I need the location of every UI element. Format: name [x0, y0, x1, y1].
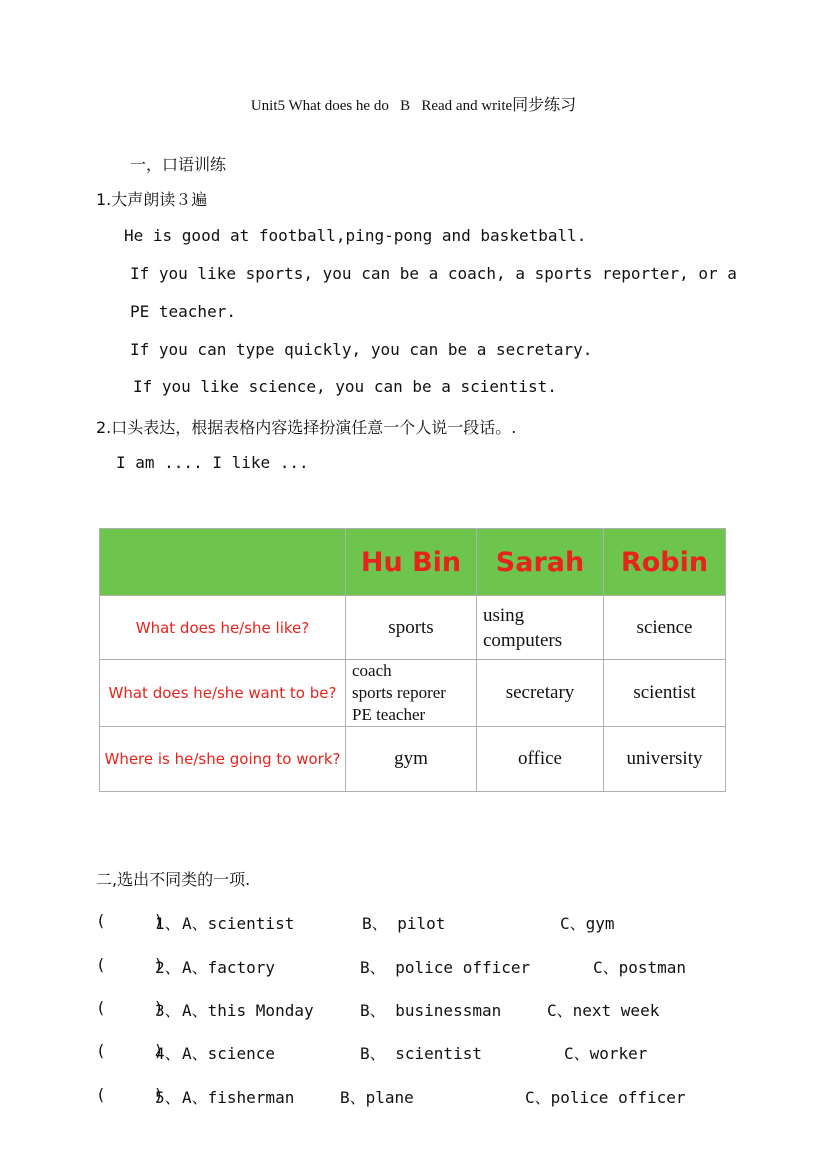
option-b: B、plane [340, 1088, 414, 1107]
item-number: 3、 [155, 1001, 181, 1020]
section1-heading: 一，口语训练 [130, 155, 227, 174]
cell-sarah: using computers [477, 596, 604, 660]
title-english: Unit5 What does he do B Read and write [250, 98, 513, 114]
option-a: A、fisherman [182, 1088, 295, 1107]
table-row [100, 660, 726, 727]
option-b: B、 police officer [360, 958, 531, 977]
cell-hu-bin: sports [346, 596, 477, 660]
option-a: A、factory [182, 958, 276, 977]
option-c: C、postman [593, 958, 687, 977]
question2-prompt: I am .... I like ... [116, 453, 309, 472]
cell-robin: scientist [604, 660, 726, 727]
reading-line-2: If you like sports, you can be a coach, a sports reporter, or a [130, 264, 737, 283]
answer-blank[interactable]: ( ) [96, 911, 164, 930]
row-question: Where is he/she going to work? [100, 727, 346, 792]
option-a: A、science [182, 1044, 276, 1063]
item-number: 5、 [155, 1088, 181, 1107]
reading-line-4: If you can type quickly, you can be a secretary. [130, 340, 593, 359]
item-number: 2、 [155, 958, 181, 977]
answer-blank[interactable]: ( ) [96, 955, 164, 974]
option-a: A、this Monday [182, 1001, 314, 1020]
option-c: C、police officer [525, 1088, 686, 1107]
option-c: C、next week [547, 1001, 660, 1020]
reading-line-3: PE teacher. [130, 302, 236, 321]
table-row [100, 727, 726, 792]
table-header-row [100, 529, 726, 596]
table-row [100, 596, 726, 660]
table-header-hu-bin: Hu Bin [346, 529, 477, 596]
table-header-sarah: Sarah [477, 529, 604, 596]
page-title [0, 92, 827, 115]
row-question: What does he/she want to be? [100, 660, 346, 727]
cell-sarah: secretary [477, 660, 604, 727]
cell-robin: university [604, 727, 726, 792]
cell-sarah: office [477, 727, 604, 792]
cell-robin: science [604, 596, 726, 660]
row-question: What does he/she like? [100, 596, 346, 660]
option-b: B、 pilot [362, 914, 446, 933]
cell-hu-bin: gym [346, 727, 477, 792]
answer-blank[interactable]: ( ) [96, 1041, 164, 1060]
info-table [99, 528, 726, 792]
title-chinese: 同步练习 [512, 95, 577, 114]
item-number: 1、 [155, 914, 181, 933]
item-number: 4、 [155, 1044, 181, 1063]
option-b: B、 businessman [360, 1001, 502, 1020]
option-c: C、gym [560, 914, 615, 933]
reading-line-5: If you like science, you can be a scientist. [133, 377, 557, 396]
section2-heading: 二,选出不同类的一项. [96, 870, 251, 889]
answer-blank[interactable]: ( ) [96, 998, 164, 1017]
table-header-empty [100, 529, 346, 596]
question1-label: 1.大声朗读３遍 [96, 190, 208, 209]
option-a: A、scientist [182, 914, 295, 933]
question2-label: 2.口头表达，根据表格内容选择扮演任意一个人说一段话。. [96, 418, 517, 437]
option-b: B、 scientist [360, 1044, 482, 1063]
cell-hu-bin: coach sports reporer PE teacher [346, 660, 477, 727]
table-header-robin: Robin [604, 529, 726, 596]
reading-line-1: He is good at football,ping-pong and basketball. [124, 226, 587, 245]
option-c: C、worker [564, 1044, 648, 1063]
answer-blank[interactable]: ( ) [96, 1085, 164, 1104]
